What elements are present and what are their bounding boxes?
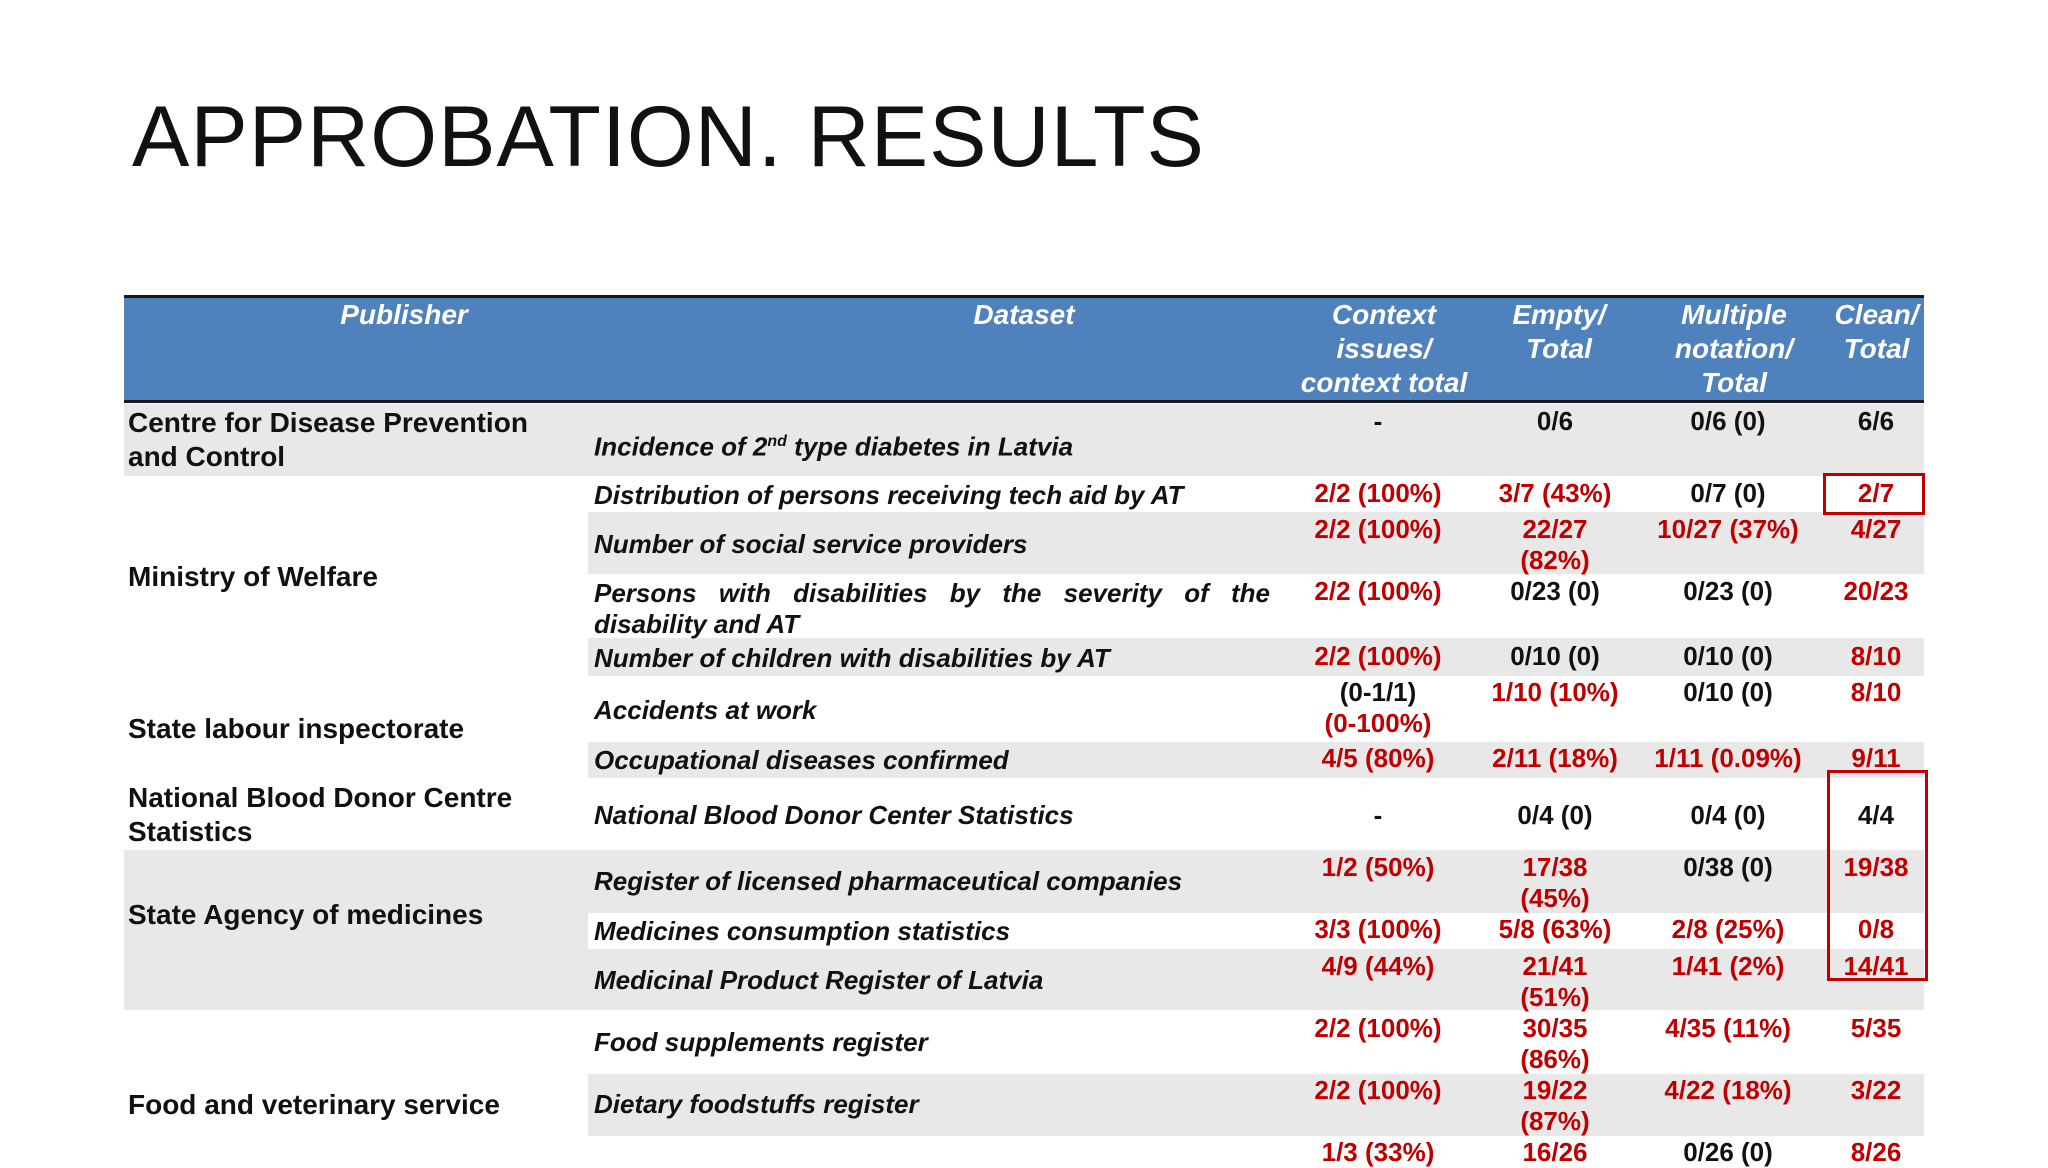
empty-r10: 5/8 (63%) [1498,914,1612,944]
dataset-r4 [594,578,1270,640]
clean-r2: 2/7 [1857,478,1895,508]
context-r11: 4/9 (44%) [1321,951,1435,981]
highlight-box-small [1823,473,1925,515]
context-r1: - [1373,406,1383,436]
dataset-r13: Dietary foodstuffs register [594,1089,919,1119]
header-multiple-line1: Multiple [1681,299,1787,330]
dataset-r1 [594,426,1274,463]
dataset-r7: Occupational diseases confirmed [594,745,1009,775]
multiple-r8: 0/4 (0) [1690,800,1766,830]
table-header [124,295,1924,403]
header-context-line2: issues/ [1336,333,1432,364]
dataset-r11: Medicinal Product Register of Latvia [594,965,1044,995]
context-r5: 2/2 (100%) [1314,641,1442,671]
clean-r12: 5/35 [1850,1013,1902,1043]
empty-r11-line1: 21/41 [1522,951,1588,981]
context-r7: 4/5 (80%) [1321,743,1435,773]
header-multiple [1654,298,1814,400]
publisher-food: Food and veterinary service [128,1089,500,1120]
empty-r3-line2: (82%) [1520,545,1590,575]
multiple-r4: 0/23 (0) [1683,576,1773,606]
header-empty-line1: Empty/ [1512,299,1606,330]
dataset-r1-part2: type diabetes in Latvia [786,431,1074,462]
multiple-r12: 4/35 (11%) [1665,1013,1791,1043]
multiple-r2: 0/7 (0) [1690,478,1766,508]
context-r12: 2/2 (100%) [1314,1013,1442,1043]
header-clean-line2: Total [1843,333,1910,364]
header-context-line1: Context [1331,299,1437,330]
clean-r5: 8/10 [1850,641,1902,671]
slide-title: APPROBATION. RESULTS [132,89,1205,185]
empty-r11-line2: (51%) [1520,982,1590,1012]
context-r6-line1: (0-1/1) [1339,677,1417,707]
header-clean-line1: Clean/ [1834,299,1919,330]
context-r6-line2: (0-100%) [1324,708,1432,738]
empty-r9-line1: 17/38 [1522,852,1588,882]
publisher-medicines: State Agency of medicines [128,899,484,930]
empty-r3-line1: 22/27 [1522,514,1588,544]
multiple-r11: 1/41 (2%) [1671,951,1785,981]
clean-r7: 9/11 [1851,743,1901,773]
publisher-blood-line2: Statistics [128,816,253,847]
context-r10: 3/3 (100%) [1314,914,1442,944]
dataset-r6: Accidents at work [594,695,817,725]
multiple-r10: 2/8 (25%) [1671,914,1785,944]
clean-r8: 4/4 [1857,800,1895,830]
empty-r9 [1480,852,1630,914]
dataset-r1-sup: nd [767,433,787,450]
multiple-r7: 1/11 (0.09%) [1654,743,1802,773]
header-empty-line2: Total [1526,333,1592,364]
dataset-r12: Food supplements register [594,1027,928,1057]
dataset-r1-part1: Incidence of 2 [594,431,768,462]
dataset-r4-line1: Persons with disabilities by the severity of the [594,578,1270,608]
context-r14: 1/3 (33%) [1321,1137,1435,1167]
header-context-line3: context total [1300,367,1468,398]
empty-r1: 0/6 [1536,406,1574,436]
context-r13: 2/2 (100%) [1314,1075,1442,1105]
dataset-r2: Distribution of persons receiving tech aid by AT [594,480,1184,510]
publisher-cdpc [128,406,588,474]
empty-r6: 1/10 (10%) [1491,677,1619,707]
empty-r4: 0/23 (0) [1510,576,1600,606]
multiple-r9: 0/38 (0) [1683,852,1773,882]
context-r9: 1/2 (50%) [1321,852,1435,882]
context-r2: 2/2 (100%) [1314,478,1442,508]
empty-r9-line2: (45%) [1520,883,1590,913]
context-r3: 2/2 (100%) [1314,514,1442,544]
publisher-cdpc-line2: and Control [128,441,286,472]
empty-r2: 3/7 (43%) [1498,478,1612,508]
clean-r3: 4/27 [1850,514,1902,544]
empty-r12-line2: (86%) [1520,1044,1590,1074]
dataset-r3: Number of social service providers [594,529,1028,559]
clean-r10: 0/8 [1857,914,1895,944]
clean-r11: 14/41 [1843,951,1909,981]
highlight-box-large [1827,770,1928,981]
empty-r13-line1: 19/22 [1522,1075,1588,1105]
clean-r4: 20/23 [1843,576,1909,606]
context-r4: 2/2 (100%) [1314,576,1442,606]
empty-r13-line2: (87%) [1520,1106,1590,1136]
header-clean [1829,298,1924,366]
header-multiple-line3: Total [1701,367,1767,398]
empty-r13 [1480,1075,1630,1137]
clean-r9: 19/38 [1843,852,1909,882]
header-context [1284,298,1484,400]
empty-r14: 16/26 [1522,1137,1588,1167]
context-r8: - [1373,800,1383,830]
empty-r3 [1480,514,1630,576]
header-empty [1494,298,1624,366]
header-publisher: Publisher [340,299,468,330]
publisher-blood-line1: National Blood Donor Centre [128,782,513,813]
clean-r1: 6/6 [1857,406,1895,436]
dataset-r8: National Blood Donor Center Statistics [594,800,1074,830]
multiple-r3: 10/27 (37%) [1657,514,1799,544]
empty-r12 [1480,1013,1630,1075]
publisher-welfare: Ministry of Welfare [128,561,378,592]
empty-r11 [1480,951,1630,1013]
empty-r12-line1: 30/35 [1522,1013,1588,1043]
clean-r6: 8/10 [1850,677,1902,707]
multiple-r1: 0/6 (0) [1690,406,1766,436]
multiple-r6: 0/10 (0) [1683,677,1773,707]
clean-r13: 3/22 [1850,1075,1902,1105]
multiple-r13: 4/22 (18%) [1664,1075,1792,1105]
empty-r7: 2/11 (18%) [1492,743,1618,773]
clean-r14: 8/26 [1850,1137,1902,1167]
empty-r5: 0/10 (0) [1510,641,1600,671]
publisher-blood [128,781,588,849]
context-r6 [1278,677,1478,739]
dataset-r5: Number of children with disabilities by AT [594,643,1110,673]
dataset-r4-line2: disability and AT [594,609,800,639]
dataset-r9: Register of licensed pharmaceutical companies [594,866,1183,896]
empty-r8: 0/4 (0) [1517,800,1593,830]
header-dataset: Dataset [973,299,1075,330]
publisher-labour: State labour inspectorate [128,713,465,744]
multiple-r14: 0/26 (0) [1683,1137,1773,1167]
publisher-cdpc-line1: Centre for Disease Prevention [128,407,528,438]
multiple-r5: 0/10 (0) [1683,641,1773,671]
dataset-r10: Medicines consumption statistics [594,916,1011,946]
header-multiple-line2: notation/ [1674,333,1794,364]
